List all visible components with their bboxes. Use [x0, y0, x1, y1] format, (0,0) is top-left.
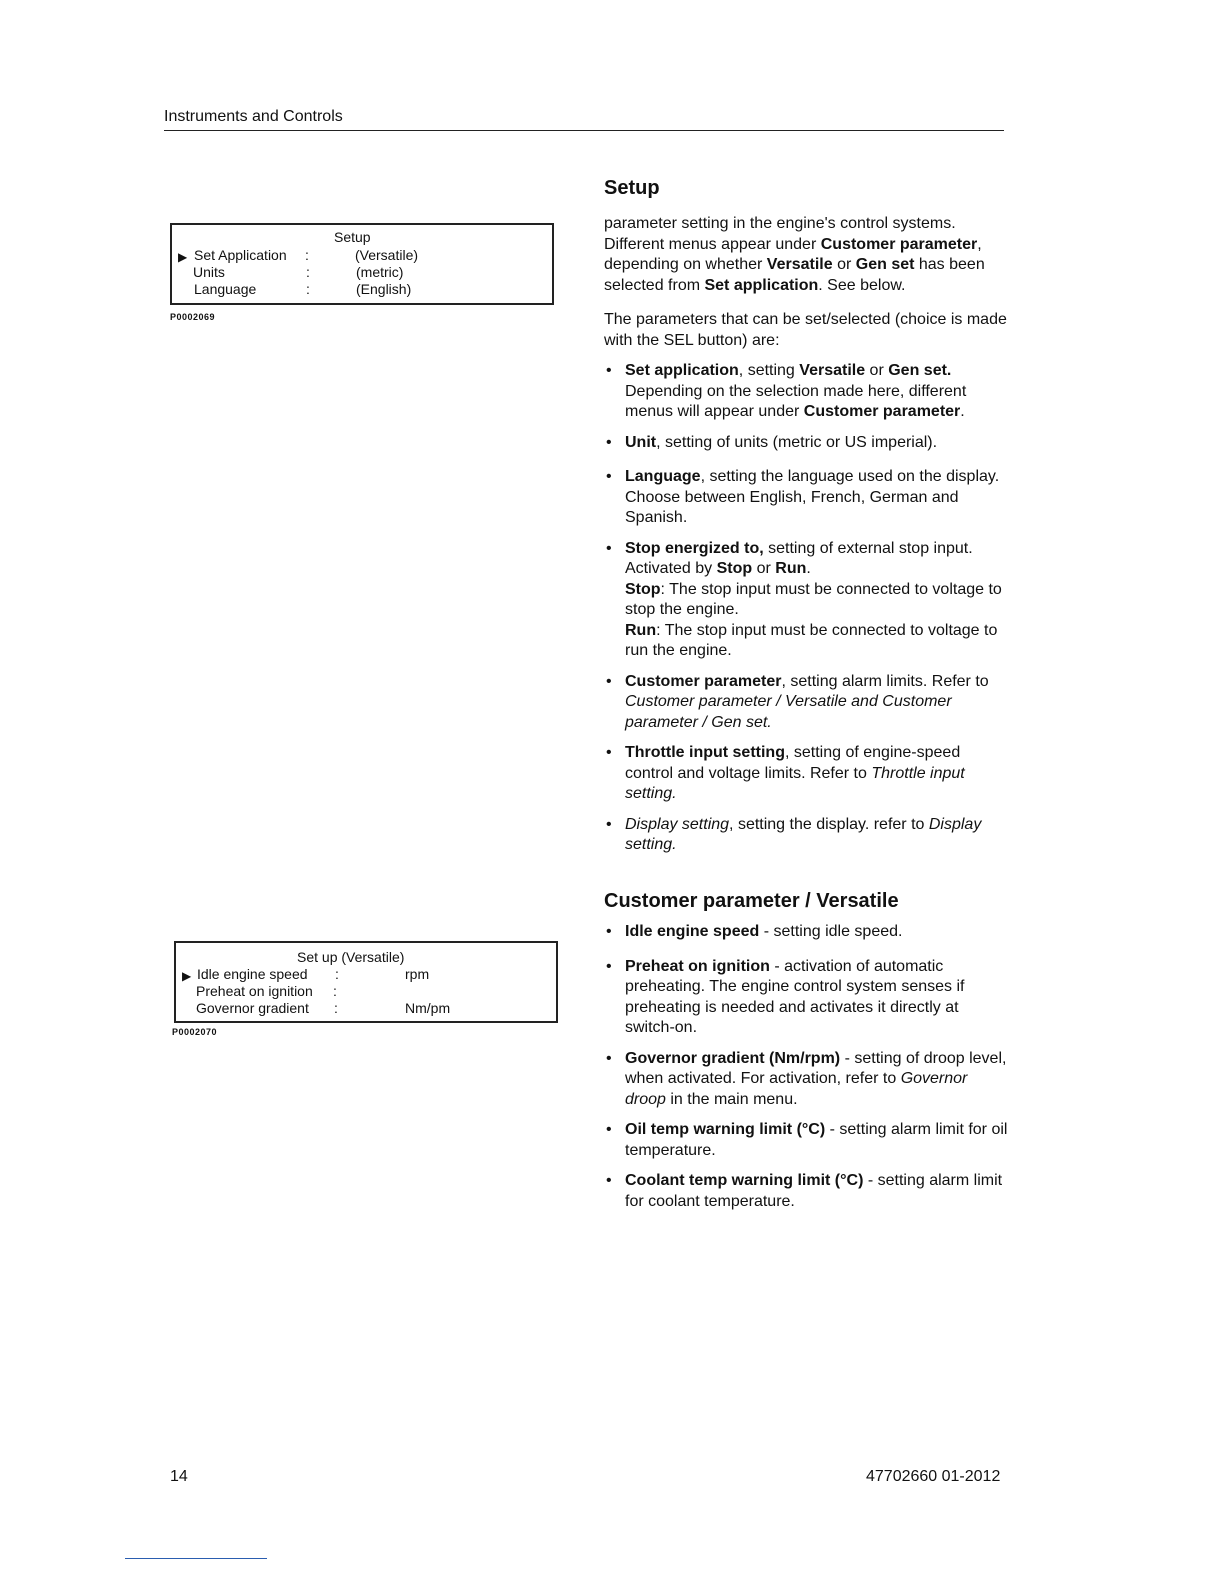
page-number: 14: [170, 1468, 188, 1485]
bullet-icon: •: [606, 744, 612, 761]
row-separator: :: [335, 966, 339, 982]
list-item: • Language, setting the language used on the display. Choose between English, French, German and Spanish.: [606, 468, 1000, 526]
panel-title: Set up (Versatile): [297, 949, 405, 965]
list-item: • Coolant temp warning limit (°C) - setting alarm limit for coolant temperature.: [606, 1172, 1003, 1210]
bullet-icon: •: [606, 1172, 612, 1189]
row-unit: Nm/pm: [405, 1000, 451, 1016]
bullet-icon: •: [606, 957, 612, 975]
setup-section: [604, 176, 1010, 866]
parameter-list: [604, 361, 1010, 856]
row-value: (English): [356, 281, 412, 297]
bullet-icon: •: [606, 1121, 612, 1138]
figure-ref: P0002069: [170, 312, 216, 322]
bullet-icon: •: [606, 362, 612, 379]
section-heading: Customer parameter / Versatile: [604, 890, 899, 912]
row-label: Idle engine speed: [197, 966, 308, 982]
list-item: • Set application, setting Versatile or Gen set. Depending on the selection made here, different menus will appear under Customer parameter.: [606, 362, 967, 420]
row-separator: :: [305, 247, 309, 263]
row-value: (metric): [356, 264, 404, 280]
list-item: • Oil temp warning limit (°C) - setting alarm limit for oil temperature.: [606, 1121, 1008, 1159]
row-unit: rpm: [405, 966, 430, 982]
list-item: • Customer parameter, setting alarm limits. Refer to Customer parameter / Versatile and Customer parameter / Gen set.: [606, 672, 989, 731]
header-title: Instruments and Controls: [164, 108, 343, 125]
panel-title: Setup: [334, 229, 371, 245]
setup-display-panel: [170, 223, 554, 305]
bullet-icon: •: [606, 468, 612, 485]
bullet-icon: •: [606, 539, 612, 557]
list-item: • Throttle input setting, setting of engine-speed control and voltage limits. Refer to Throttle input setting.: [606, 744, 965, 802]
list-item: • Preheat on ignition - activation of automatic preheating. The engine control system senses if preheating is needed and activates it directly at switch-on.: [606, 957, 965, 1036]
page-header: [164, 108, 1004, 131]
versatile-list: [604, 922, 1010, 1212]
selection-arrow-icon: ▶: [182, 969, 192, 983]
list-item: • Governor gradient (Nm/rpm) - setting of droop level, when activated. For activation, refer to Governor droop in the main menu.: [606, 1049, 1007, 1108]
row-separator: :: [333, 983, 337, 999]
list-item: • Unit, setting of units (metric or US imperial).: [604, 433, 1010, 454]
list-item: • Stop energized to, setting of external stop input. Activated by Stop or Run. Stop: The stop input must be connected to voltage to stop the engine. Run: The stop input must be connected to voltage to run the engine.: [606, 539, 1002, 659]
versatile-display-panel: [174, 941, 558, 1023]
selection-arrow-icon: ▶: [178, 250, 188, 264]
row-separator: :: [306, 264, 310, 280]
row-value: (Versatile): [355, 247, 419, 263]
bullet-icon: •: [606, 672, 612, 690]
row-label: Preheat on ignition: [196, 983, 313, 999]
section-heading: Setup: [604, 177, 660, 199]
lead-paragraph: The parameters that can be set/selected (choice is made with the SEL button) are:: [604, 311, 1007, 349]
bullet-icon: •: [606, 923, 612, 940]
bullet-icon: •: [606, 433, 612, 451]
row-label: Language: [194, 281, 257, 297]
intro-paragraph: parameter setting in the engine's control systems. Different menus appear under Customer parameter, depending on whether Versatile or Gen set has been selected from Set application. See below.: [604, 215, 985, 294]
bullet-icon: •: [606, 815, 612, 833]
row-label: Governor gradient: [196, 1000, 309, 1016]
figure-ref: P0002070: [172, 1027, 218, 1037]
row-label: Set Application: [194, 247, 287, 263]
row-label: Units: [193, 264, 225, 280]
bullet-icon: •: [606, 1049, 612, 1067]
list-item: • Idle engine speed - setting idle speed.: [604, 922, 1010, 943]
bottom-divider: [125, 1558, 267, 1559]
row-separator: :: [306, 281, 310, 297]
list-item: • Display setting, setting the display. refer to Display setting.: [606, 815, 982, 853]
row-separator: :: [334, 1000, 338, 1016]
document-number: 47702660 01-2012: [866, 1468, 1001, 1485]
versatile-section: [604, 889, 1010, 1222]
